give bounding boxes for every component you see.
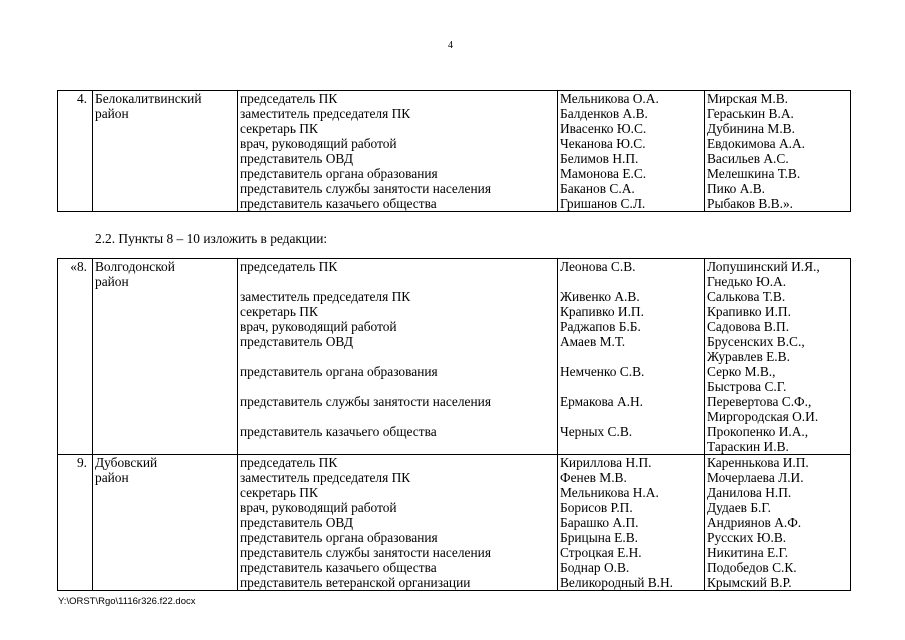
member-name: Баканов С.А.	[560, 181, 635, 196]
table-row	[58, 259, 851, 455]
member-name: Черных С.В.	[560, 424, 633, 439]
reserve-member-name: Крымский В.Р.	[707, 575, 792, 590]
reserve-member-name: Дудаев Б.Г.	[707, 500, 771, 515]
reserve-member-name: Васильев А.С.	[707, 151, 789, 166]
member-name: Белимов Н.П.	[560, 151, 639, 166]
role-cell	[238, 91, 558, 212]
role-label: представитель ОВД	[240, 334, 353, 349]
role-label: председатель ПК	[240, 455, 338, 470]
reserve-member-name: Миргородская О.И.	[707, 409, 819, 424]
reserve-member-name: Андриянов А.Ф.	[707, 515, 802, 530]
reserve-member-name: Журавлев Е.В.	[707, 349, 790, 364]
district-name: Дубовский	[95, 455, 158, 470]
role-label: представитель органа образования	[240, 530, 438, 545]
district-name: Белокалитвинский	[95, 91, 202, 106]
role-label: представитель казачьего общества	[240, 196, 437, 211]
member-cell	[558, 91, 705, 212]
table-row	[58, 91, 851, 212]
role-label: врач, руководящий работой	[240, 319, 397, 334]
member-cell	[558, 455, 705, 591]
member-name: Фенев М.В.	[560, 470, 627, 485]
role-label: заместитель председателя ПК	[240, 470, 411, 485]
role-label: представитель ветеранской организации	[240, 575, 471, 590]
member-name: Кириллова Н.П.	[560, 455, 652, 470]
reserve-member-name: Рыбаков В.В.».	[707, 196, 793, 211]
reserve-member-name: Русских Ю.В.	[707, 530, 787, 545]
reserve-member-cell	[705, 91, 851, 212]
amendment-paragraph: 2.2. Пункты 8 – 10 изложить в редакции:	[95, 231, 328, 246]
reserve-member-name: Брусенских В.С.,	[707, 334, 805, 349]
spacer	[560, 274, 702, 289]
row-number: 4.	[58, 91, 93, 212]
role-label: представитель ОВД	[240, 151, 353, 166]
member-name: Немченко С.В.	[560, 364, 645, 379]
reserve-member-name: Прокопенко И.А.,	[707, 424, 809, 439]
spacer	[240, 274, 555, 289]
member-name: Боднар О.В.	[560, 560, 630, 575]
reserve-member-name: Мочерлаева Л.И.	[707, 470, 804, 485]
role-label: председатель ПК	[240, 259, 338, 274]
reserve-member-name: Садовова В.П.	[707, 319, 790, 334]
row-number: «8.	[58, 259, 93, 455]
spacer	[560, 439, 702, 454]
role-label: представитель органа образования	[240, 364, 438, 379]
reserve-member-name: Тараскин И.В.	[707, 439, 789, 454]
reserve-member-name: Никитина Е.Г.	[707, 545, 789, 560]
member-name: Строцкая Е.Н.	[560, 545, 642, 560]
role-label: представитель органа образования	[240, 166, 438, 181]
district-cell	[93, 455, 238, 591]
reserve-member-name: Серко М.В.,	[707, 364, 776, 379]
district-name: район	[95, 470, 129, 485]
member-name: Великородный В.Н.	[560, 575, 674, 590]
role-label: врач, руководящий работой	[240, 136, 397, 151]
row-number: 9.	[58, 455, 93, 591]
reserve-member-name: Мелешкина Т.В.	[707, 166, 801, 181]
reserve-member-name: Евдокимова А.А.	[707, 136, 805, 151]
member-name: Амаев М.Т.	[560, 334, 626, 349]
district-name: район	[95, 106, 129, 121]
reserve-member-name: Подобедов С.К.	[707, 560, 797, 575]
role-label: секретарь ПК	[240, 485, 318, 500]
page-number: 4	[448, 40, 453, 51]
reserve-member-cell	[705, 455, 851, 591]
member-name: Леонова С.В.	[560, 259, 636, 274]
member-name: Борисов Р.П.	[560, 500, 633, 515]
reserve-member-name: Салькова Т.В.	[707, 289, 786, 304]
spacer	[560, 349, 702, 364]
reserve-member-name: Крапивко И.П.	[707, 304, 791, 319]
file-path-footer: Y:\ORST\Rgo\1116r326.f22.docx	[58, 596, 196, 607]
member-name: Чеканова Ю.С.	[560, 136, 646, 151]
district-cell	[93, 259, 238, 455]
member-name: Живенко А.В.	[560, 289, 640, 304]
member-name: Балденков А.В.	[560, 106, 648, 121]
commission-table-2	[57, 258, 851, 591]
spacer	[240, 409, 555, 424]
member-name: Мельникова Н.А.	[560, 485, 659, 500]
member-name: Ивасенко Ю.С.	[560, 121, 647, 136]
member-name: Раджапов Б.Б.	[560, 319, 641, 334]
role-label: представитель ОВД	[240, 515, 353, 530]
district-cell	[93, 91, 238, 212]
member-name: Ермакова А.Н.	[560, 394, 643, 409]
spacer	[560, 409, 702, 424]
district-name: район	[95, 274, 129, 289]
role-label: заместитель председателя ПК	[240, 289, 411, 304]
role-label: представитель службы занятости населения	[240, 545, 491, 560]
district-name: Волгодонской	[95, 259, 175, 274]
reserve-member-name: Гераськин В.А.	[707, 106, 794, 121]
member-name: Брицына Е.В.	[560, 530, 638, 545]
role-label: представитель службы занятости населения	[240, 181, 491, 196]
member-name: Мамонова Е.С.	[560, 166, 647, 181]
table-row	[58, 455, 851, 591]
reserve-member-name: Данилова Н.П.	[707, 485, 792, 500]
role-label: представитель казачьего общества	[240, 560, 437, 575]
member-cell	[558, 259, 705, 455]
spacer	[240, 439, 555, 454]
role-label: председатель ПК	[240, 91, 338, 106]
reserve-member-name: Перевертова С.Ф.,	[707, 394, 812, 409]
role-cell	[238, 259, 558, 455]
spacer	[560, 379, 702, 394]
member-name: Гришанов С.Л.	[560, 196, 646, 211]
role-label: секретарь ПК	[240, 304, 318, 319]
role-label: представитель службы занятости населения	[240, 394, 491, 409]
reserve-member-name: Лопушинский И.Я.,	[707, 259, 820, 274]
spacer	[240, 379, 555, 394]
reserve-member-name: Мирская М.В.	[707, 91, 788, 106]
commission-table-1	[57, 90, 851, 212]
member-name: Крапивко И.П.	[560, 304, 644, 319]
reserve-member-name: Дубинина М.В.	[707, 121, 795, 136]
member-name: Мельникова О.А.	[560, 91, 659, 106]
role-cell	[238, 455, 558, 591]
role-label: секретарь ПК	[240, 121, 318, 136]
reserve-member-name: Кареннькова И.П.	[707, 455, 809, 470]
role-label: представитель казачьего общества	[240, 424, 437, 439]
reserve-member-name: Быстрова С.Г.	[707, 379, 787, 394]
spacer	[240, 349, 555, 364]
role-label: заместитель председателя ПК	[240, 106, 411, 121]
member-name: Барашко А.П.	[560, 515, 639, 530]
reserve-member-cell	[705, 259, 851, 455]
reserve-member-name: Пико А.В.	[707, 181, 766, 196]
reserve-member-name: Гнедько Ю.А.	[707, 274, 787, 289]
role-label: врач, руководящий работой	[240, 500, 397, 515]
